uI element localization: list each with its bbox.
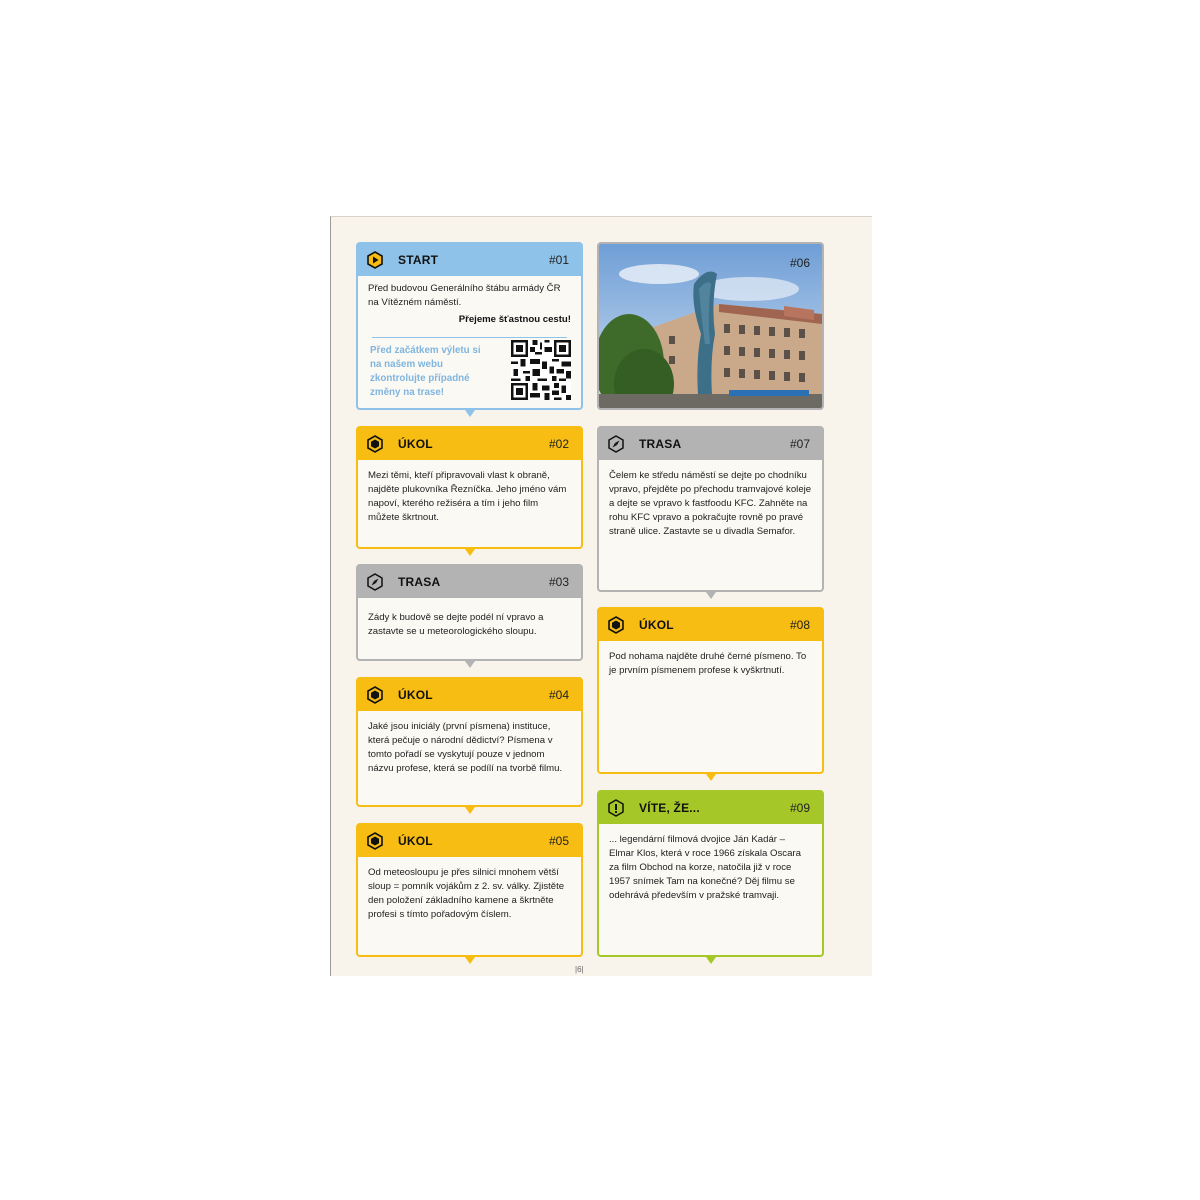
card-title: ÚKOL bbox=[398, 834, 433, 848]
card-text: Jaké jsou iniciály (první písmena) instituce, která pečuje o národní dědictví? Písmena v tomto pořadí se vyskytují pouze v jednom názvu profese, která se podílí na tvorbě filmu. bbox=[368, 721, 563, 774]
divider bbox=[372, 337, 567, 338]
card-header bbox=[358, 244, 581, 276]
card-text: Pod nohama najděte druhé černé písmeno. To je prvním písmenem profese k vyškrtnutí. bbox=[609, 651, 807, 676]
card-header bbox=[358, 566, 581, 598]
card-title: ÚKOL bbox=[398, 688, 433, 702]
card-header bbox=[599, 428, 822, 460]
card-title: TRASA bbox=[398, 575, 441, 589]
card-photo bbox=[597, 242, 824, 410]
card-number: #09 bbox=[789, 801, 810, 815]
compass-icon bbox=[366, 573, 384, 591]
card-header bbox=[358, 825, 581, 857]
flow-arrow bbox=[706, 774, 716, 781]
card-route bbox=[356, 564, 583, 661]
hexagon-task-icon bbox=[607, 616, 625, 634]
flow-arrow bbox=[465, 549, 475, 556]
qr-code[interactable] bbox=[511, 340, 571, 400]
card-header bbox=[599, 792, 822, 824]
card-text: Mezi těmi, kteří připravovali vlast k obraně, najděte plukovníka Řezníčka. Jeho jméno vám napoví, kterého režiséra a tím i jeho film můžete škrtnout. bbox=[368, 470, 567, 523]
card-title: ÚKOL bbox=[639, 618, 674, 632]
card-text: Čelem ke středu náměstí se dejte po chodníku vpravo, přejděte po přechodu tramvajové koleje a dejte se vpravo k fastfoodu KFC. Zahněte na rohu KFC vpravo a pokračujte rovně po pravé straně ulice. Zastavte se u divadla Semafor. bbox=[609, 470, 812, 537]
card-task bbox=[356, 677, 583, 807]
card-text: Od meteosloupu je přes silnici mnohem větší sloup = pomník vojákům z 2. sv. války. Zjistěte den položení základního kamene a škrtněte profesi s tímto pořadovým číslem. bbox=[368, 867, 565, 920]
card-header bbox=[358, 679, 581, 711]
card-text: Zády k budově se dejte podél ní vpravo a zastavte se u meteorologického sloupu. bbox=[368, 612, 544, 637]
card-title: START bbox=[398, 253, 439, 267]
hexagon-task-icon bbox=[366, 832, 384, 850]
card-title: ÚKOL bbox=[398, 437, 433, 451]
building-photo bbox=[599, 244, 822, 408]
card-number: #03 bbox=[548, 575, 569, 589]
flow-arrow bbox=[706, 592, 716, 599]
card-task bbox=[597, 607, 824, 774]
flow-arrow bbox=[465, 957, 475, 964]
page-number: |6| bbox=[575, 965, 584, 974]
flow-arrow bbox=[706, 957, 716, 964]
card-header bbox=[358, 428, 581, 460]
hexagon-task-icon bbox=[366, 686, 384, 704]
card-number: #06 bbox=[789, 256, 810, 270]
card-text: Před budovou Generálního štábu armády ČR na Vítězném náměstí. bbox=[368, 283, 561, 308]
flow-arrow bbox=[465, 661, 475, 668]
card-header bbox=[599, 609, 822, 641]
card-text: ... legendární filmová dvojice Ján Kadár – Elmar Klos, která v roce 1966 získala Oscara za film Obchod na korze, natočila již v roce 1957 snímek Tam na konečné? Děj filmu se odehrává především v pražské tramvaji. bbox=[609, 834, 801, 901]
card-number: #01 bbox=[548, 253, 569, 267]
compass-icon bbox=[607, 435, 625, 453]
card-route bbox=[597, 426, 824, 592]
card-task bbox=[356, 823, 583, 957]
flow-arrow bbox=[465, 807, 475, 814]
card-number: #08 bbox=[789, 618, 810, 632]
flow-arrow bbox=[465, 410, 475, 417]
web-note: Před začátkem výletu si na našem webu zkontrolujte případné změny na trase! bbox=[370, 345, 481, 398]
play-icon bbox=[366, 251, 384, 269]
card-number: #07 bbox=[789, 437, 810, 451]
card-start bbox=[356, 242, 583, 410]
card-did-you-know bbox=[597, 790, 824, 957]
card-task bbox=[356, 426, 583, 549]
card-title: TRASA bbox=[639, 437, 682, 451]
card-number: #05 bbox=[548, 834, 569, 848]
hexagon-task-icon bbox=[366, 435, 384, 453]
card-number: #04 bbox=[548, 688, 569, 702]
card-title: VÍTE, ŽE... bbox=[639, 801, 700, 815]
card-number: #02 bbox=[548, 437, 569, 451]
wish-text: Přejeme šťastnou cestu! bbox=[458, 314, 571, 325]
info-icon bbox=[607, 799, 625, 817]
